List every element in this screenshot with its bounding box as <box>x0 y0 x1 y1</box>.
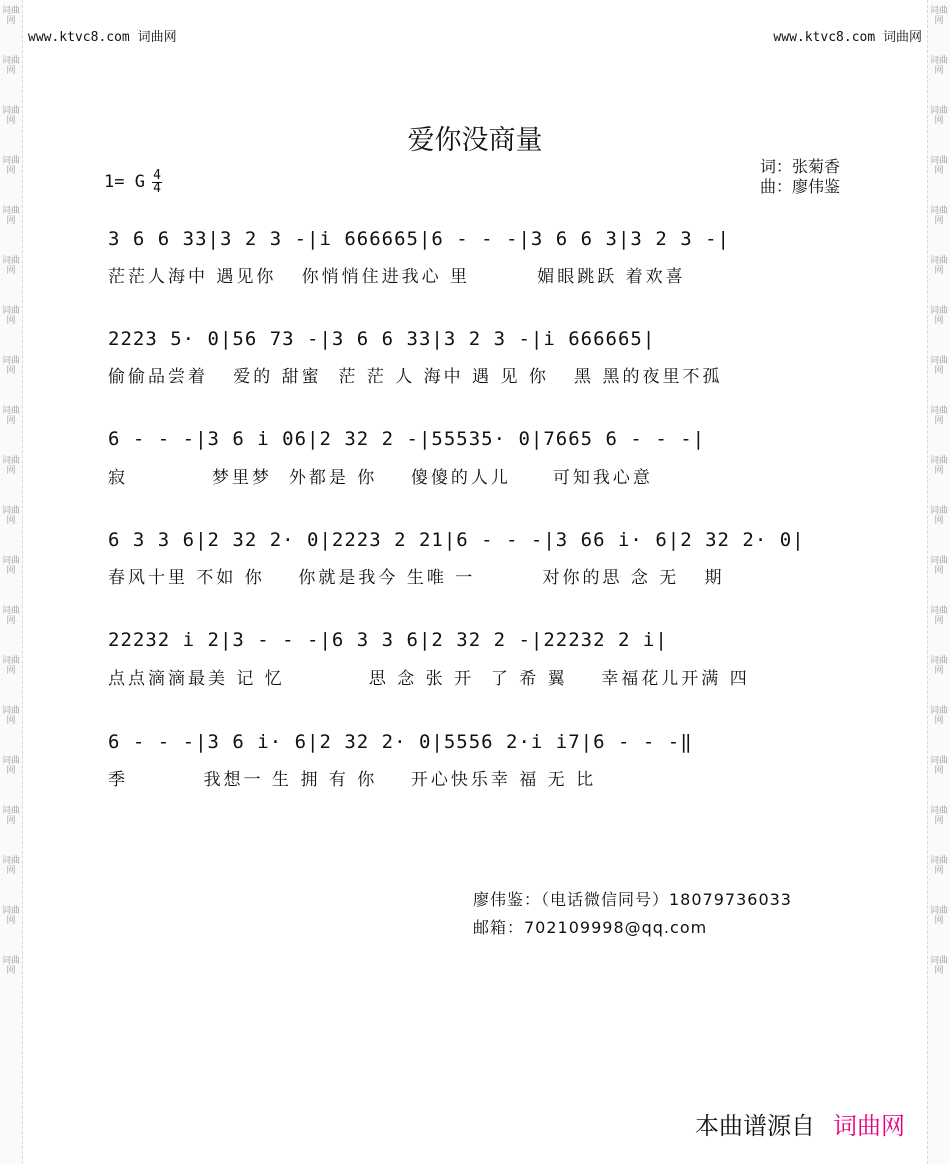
watermark-text: 词曲网 <box>1 406 20 426</box>
notation-line-3: 6 - - -|3 6 i 06|2 32 2 -|55535· 0|7665 6 - - -| <box>108 428 706 450</box>
time-signature-top: 4 <box>153 168 161 183</box>
watermark-text: 词曲网 <box>1 6 20 26</box>
watermark-text: 词曲网 <box>929 806 948 826</box>
watermark-text: 词曲网 <box>1 256 20 276</box>
watermark-text: 词曲网 <box>1 456 20 476</box>
watermark-text: 词曲网 <box>929 306 948 326</box>
watermark-text: 词曲网 <box>1 606 20 626</box>
watermark-text: 词曲网 <box>929 556 948 576</box>
key-signature: 1= G <box>104 172 145 192</box>
watermark-text: 词曲网 <box>929 606 948 626</box>
header-site-url-right[interactable]: www.ktvc8.com 词曲网 <box>773 30 922 45</box>
lyricist: 词：张菊香 <box>760 157 841 176</box>
contact-email: 邮箱：702109998@qq.com <box>473 918 708 937</box>
credits <box>760 157 840 197</box>
source-label: 本曲谱源自 <box>695 1112 815 1140</box>
lyric-line-3: 寂 梦里梦 外都是 你 傻傻的人儿 可知我心意 <box>108 468 653 488</box>
watermark-text: 词曲网 <box>929 156 948 176</box>
time-signature-bottom: 4 <box>153 181 161 196</box>
song-title: 爱你没商量 <box>407 125 543 156</box>
notation-line-5: 22232 i 2|3 - - -|6 3 3 6|2 32 2 -|22232 2 i| <box>108 629 668 651</box>
watermark-text: 词曲网 <box>929 106 948 126</box>
watermark-text: 词曲网 <box>929 706 948 726</box>
left-watermark-strip <box>0 0 23 1164</box>
source-brand-link[interactable]: 词曲网 <box>833 1112 905 1140</box>
composer: 曲：廖伟鉴 <box>760 177 841 196</box>
watermark-text: 词曲网 <box>929 56 948 76</box>
lyric-line-2: 偷偷品尝着 爱的 甜蜜 茫 茫 人 海中 遇 见 你 黑 黑的夜里不孤 <box>108 367 723 387</box>
notation-line-2: 2223 5· 0|56 73 -|3 6 6 33|3 2 3 -|i 666665| <box>108 328 656 350</box>
watermark-text: 词曲网 <box>929 856 948 876</box>
lyric-line-1: 茫茫人海中 遇见你 你悄悄住进我心 里 媚眼跳跃 着欢喜 <box>108 267 686 287</box>
watermark-text: 词曲网 <box>1 56 20 76</box>
watermark-text: 词曲网 <box>1 906 20 926</box>
watermark-text: 词曲网 <box>1 856 20 876</box>
watermark-text: 词曲网 <box>929 406 948 426</box>
watermark-text: 词曲网 <box>1 206 20 226</box>
header-site-url-left[interactable]: www.ktvc8.com 词曲网 <box>28 30 177 45</box>
notation-line-1: 3 6 6 33|3 2 3 -|i 666665|6 - - -|3 6 6 3|3 2 3 -| <box>108 228 730 250</box>
watermark-text: 词曲网 <box>1 106 20 126</box>
watermark-text: 词曲网 <box>1 506 20 526</box>
right-watermark-strip <box>927 0 950 1164</box>
watermark-text: 词曲网 <box>1 356 20 376</box>
watermark-text: 词曲网 <box>1 756 20 776</box>
watermark-text: 词曲网 <box>929 356 948 376</box>
notation-line-4: 6 3 3 6|2 32 2· 0|2223 2 21|6 - - -|3 66 i· 6|2 32 2· 0| <box>108 529 805 551</box>
lyric-line-6: 季 我想一 生 拥 有 你 开心快乐幸 福 无 比 <box>108 770 597 790</box>
watermark-text: 词曲网 <box>929 756 948 776</box>
notation-line-6: 6 - - -|3 6 i· 6|2 32 2· 0|5556 2·i i7|6 - - -‖ <box>108 731 693 753</box>
lyric-line-5: 点点滴滴最美 记 忆 思 念 张 开 了 希 翼 幸福花儿开满 四 <box>108 669 750 689</box>
watermark-text: 词曲网 <box>1 706 20 726</box>
watermark-text: 词曲网 <box>929 656 948 676</box>
source-footer <box>695 1106 905 1141</box>
watermark-text: 词曲网 <box>929 456 948 476</box>
watermark-text: 词曲网 <box>1 556 20 576</box>
watermark-text: 词曲网 <box>1 306 20 326</box>
watermark-text: 词曲网 <box>929 956 948 976</box>
watermark-text: 词曲网 <box>1 156 20 176</box>
time-signature <box>152 170 162 195</box>
watermark-text: 词曲网 <box>1 656 20 676</box>
watermark-text: 词曲网 <box>929 206 948 226</box>
watermark-text: 词曲网 <box>929 256 948 276</box>
watermark-text: 词曲网 <box>1 956 20 976</box>
watermark-text: 词曲网 <box>929 506 948 526</box>
watermark-text: 词曲网 <box>929 6 948 26</box>
contact-phone: 廖伟鉴：（电话微信同号）18079736033 <box>473 890 792 909</box>
watermark-text: 词曲网 <box>1 806 20 826</box>
lyric-line-4: 春风十里 不如 你 你就是我今 生唯 一 对你的思 念 无 期 <box>108 568 725 588</box>
watermark-text: 词曲网 <box>929 906 948 926</box>
